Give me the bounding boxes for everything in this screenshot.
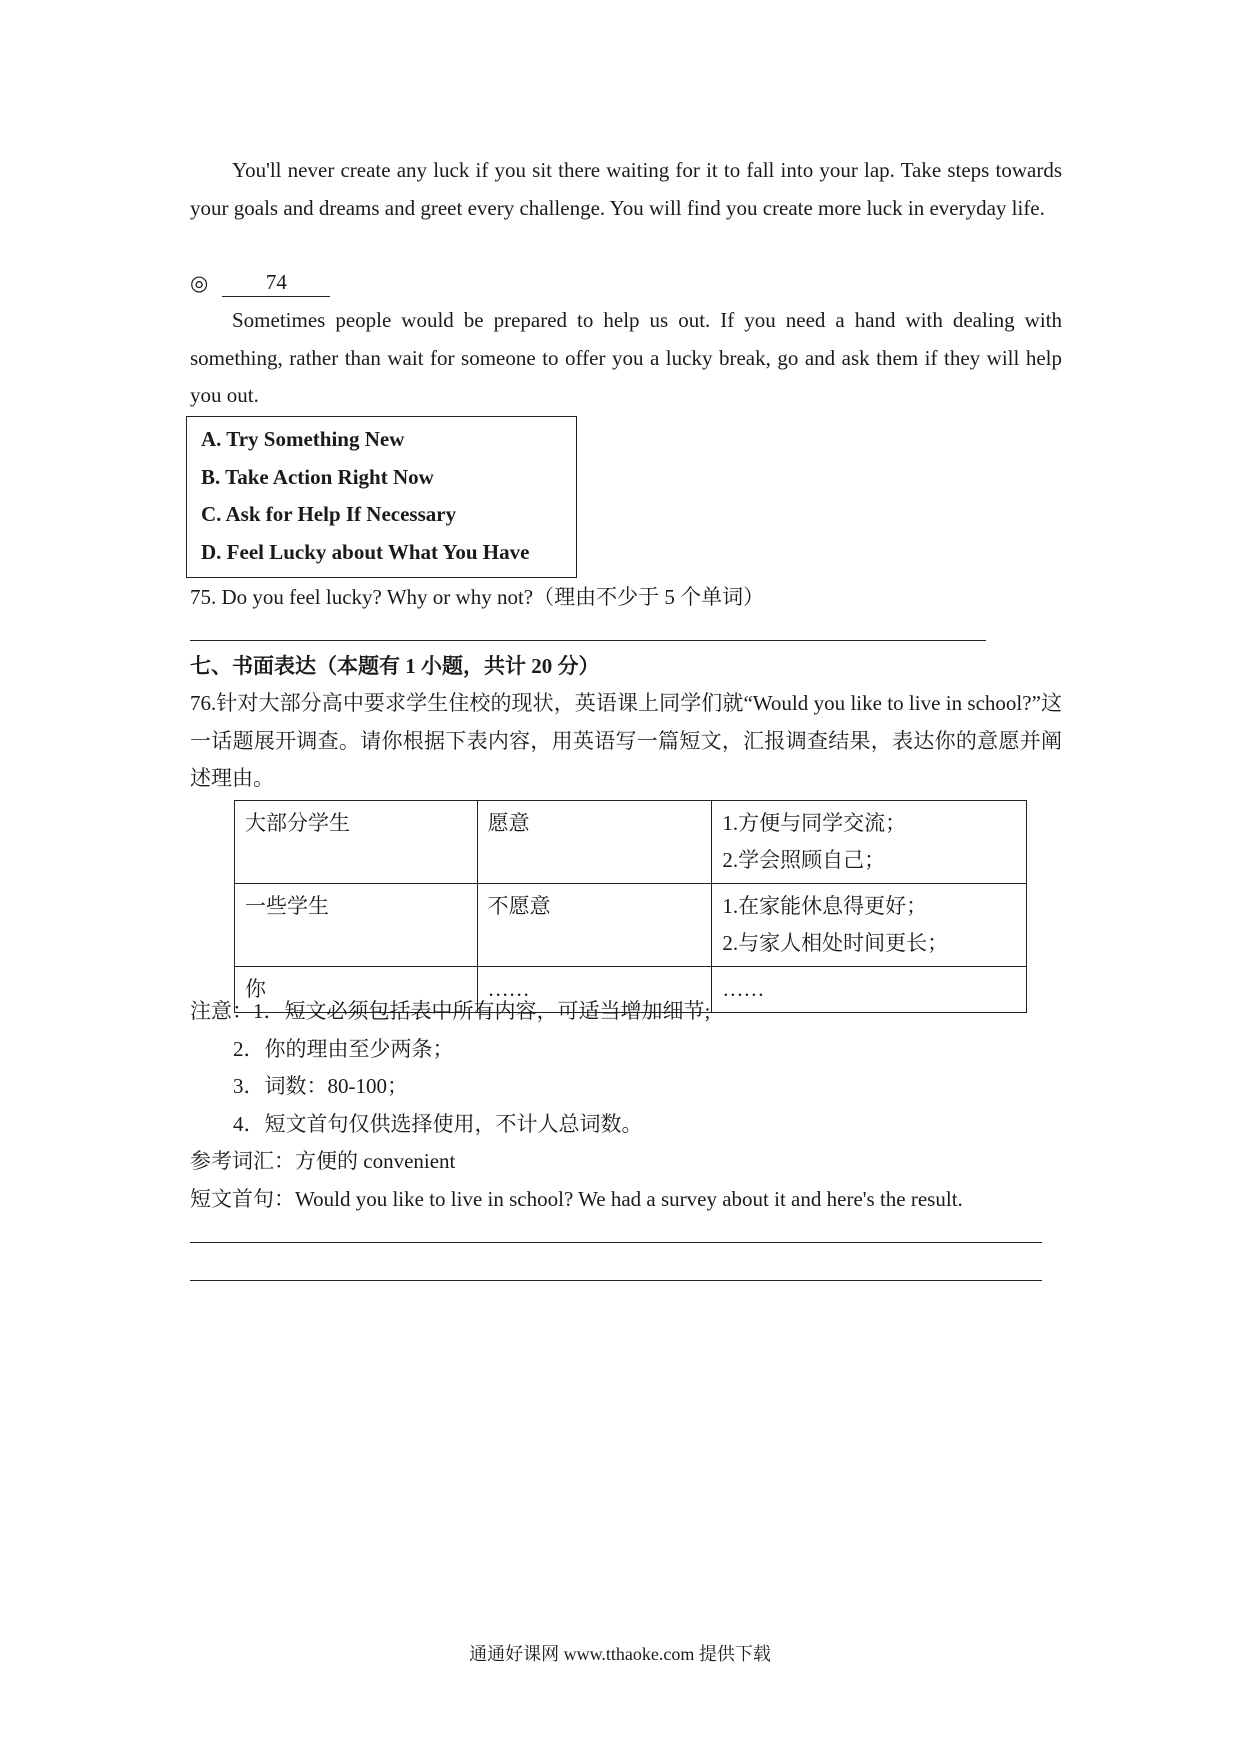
answer-blank-74: 74 [222, 270, 330, 297]
table-cell-attitude: …… [477, 967, 712, 1013]
writing-line [190, 1280, 1042, 1281]
options-box [186, 416, 577, 578]
reason-item: 2.学会照顾自己； [722, 848, 886, 872]
note-1: 注意：1．短文必须包括表中所有内容，可适当增加细节; [190, 999, 711, 1023]
table-cell-who: 你 [235, 967, 478, 1013]
table-cell-reasons [712, 801, 1027, 884]
table-row [235, 884, 1027, 967]
question-74-line [190, 268, 330, 298]
table-cell-reasons: …… [712, 967, 1027, 1013]
writing-line [190, 1242, 1042, 1243]
table-row [235, 801, 1027, 884]
reason-item: 1.方便与同学交流； [722, 811, 907, 835]
question-75: 75. Do you feel lucky? Why or why not?（理由不少于 5 个单词） [190, 585, 765, 609]
reason-item: 1.在家能休息得更好； [722, 894, 928, 918]
note-3: 3．词数：80-100； [233, 1074, 408, 1098]
table-cell-attitude: 愿意 [477, 801, 712, 884]
option-b: B. Take Action Right Now [201, 464, 434, 489]
bullet-symbol: ◎ [190, 270, 209, 295]
table-cell-who: 大部分学生 [235, 801, 478, 884]
passage-paragraph-2: Sometimes people would be prepared to help us out. If you need a hand with dealing with something, rather than wait for someone to offer you a lucky break, go and ask them if they will help you out. [190, 308, 1062, 407]
instructions-notes [190, 993, 963, 1218]
passage-paragraph-1: You'll never create any luck if you sit there waiting for it to fall into your lap. Take steps towards your goals and dreams and greet every challenge. You will find you create more luck in everyday life. [190, 158, 1062, 220]
survey-table [234, 800, 1027, 1013]
note-4: 4．短文首句仅供选择使用，不计人总词数。 [233, 1111, 643, 1136]
option-c: C. Ask for Help If Necessary [201, 502, 457, 526]
table-cell-who: 一些学生 [235, 884, 478, 967]
page-footer: 通通好课网 www.tthaoke.com 提供下载 [469, 1644, 771, 1664]
answer-line-75 [190, 640, 986, 641]
reason-item: 2.与家人相处时间更长； [722, 931, 949, 955]
question-76: 76.针对大部分高中要求学生住校的现状，英语课上同学们就“Would you like to live in school?”这一话题展开调查。请你根据下表内容，用英语写一篇短文，汇报调查结果，表达你的意愿并阐述理由。 [190, 691, 1062, 790]
table-cell-attitude: 不愿意 [477, 884, 712, 967]
option-a: A. Try Something New [201, 427, 405, 451]
section-title: 七、书面表达（本题有 1 小题，共计 20 分） [190, 654, 600, 678]
note-2: 2．你的理由至少两条； [233, 1036, 454, 1061]
first-sentence: 短文首句：Would you like to live in school? We had a survey about it and here's the result. [190, 1186, 963, 1211]
option-d: D. Feel Lucky about What You Have [201, 539, 530, 564]
table-cell-reasons [712, 884, 1027, 967]
reference-vocabulary: 参考词汇：方便的 convenient [190, 1149, 456, 1173]
